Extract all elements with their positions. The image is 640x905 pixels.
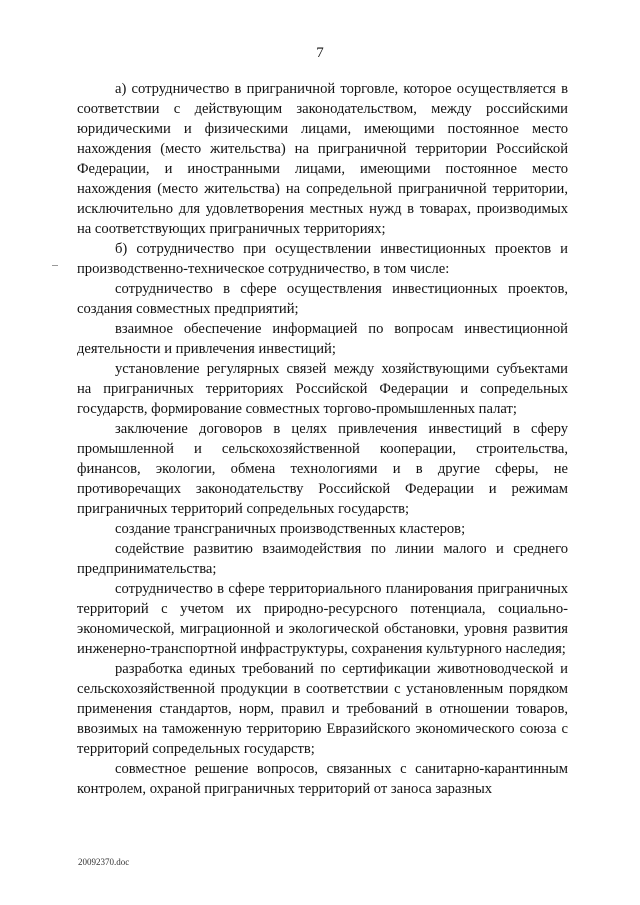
page-number: 7 [316,45,324,61]
paragraph-information-exchange: взаимное обеспечение информацией по вопросам инвестиционной деятельности и привлечения инвестиций; [77,321,568,357]
paragraph-joint-enterprises: сотрудничество в сфере осуществления инвестиционных проектов, создания совместных предприятий; [77,281,568,317]
paragraph-territorial-planning: сотрудничество в сфере территориального планирования приграничных территорий с учетом их природно-ресурсного потенциала, социально-экономической, миграционной и экологической обстановки, уровня развития инженерно-транспортной инфраструктуры, сохранения культурного наследия; [77,581,568,657]
paragraph-clusters: создание трансграничных производственных кластеров; [115,521,466,537]
document-body [77,79,568,799]
paragraph-border-trade: а) сотрудничество в приграничной торговле, которое осуществляется в соответствии с действующим законодательством, между российскими юридическими и физическими лицами, имеющими постоянное место нахождения (место жительства) на приграничной территории Российской Федерации, и иностранными лицами, имеющими постоянное место нахождения (место жительства) на сопредельной приграничной территории, исключительно для удовлетворения местных нужд в товарах, производимых на соответствующих приграничных территориях; [77,81,568,237]
paragraph-sanitary-control: совместное решение вопросов, связанных с санитарно-карантинным контролем, охраной приграничных территорий от заноса заразных [77,761,568,797]
paragraph-regular-ties: установление регулярных связей между хозяйствующими субъектами на приграничных территориях Российской Федерации и сопредельных государств, формирование совместных торгово-промышленных палат; [77,361,568,417]
paragraph-contracts: заключение договоров в целях привлечения инвестиций в сферу промышленной и сельскохозяйственной кооперации, строительства, финансов, экологии, обмена технологиями и в другие сферы, не противоречащих законодательству Российской Федерации и режимам приграничных территорий сопредельных государств; [77,421,568,517]
paragraph-certification: разработка единых требований по сертификации животноводческой и сельскохозяйственной продукции в соответствии с установленным порядком применения стандартов, норм, правил и требований в отношении товаров, ввозимых на таможенную территорию Евразийского экономического союза с территорий сопредельных государств; [77,661,568,757]
footer-filename: 20092370.doc [78,857,130,867]
paragraph-investment-cooperation: б) сотрудничество при осуществлении инвестиционных проектов и производственно-техническое сотрудничество, в том числе: [77,241,568,277]
margin-mark [52,265,58,266]
paragraph-small-business: содействие развитию взаимодействия по линии малого и среднего предпринимательства; [77,541,568,577]
